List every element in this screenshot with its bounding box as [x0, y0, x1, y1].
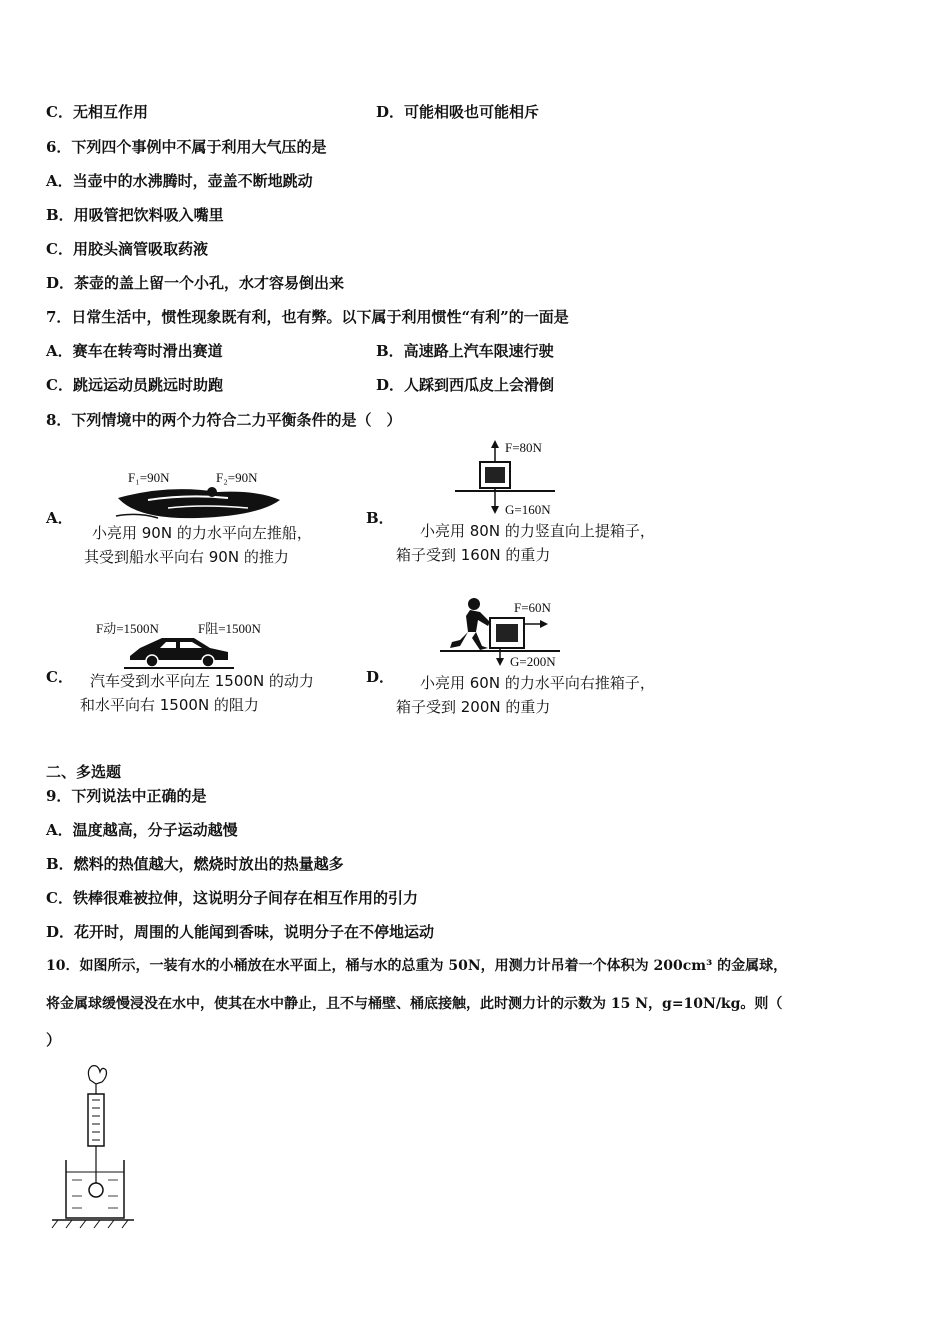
q8-c-f2-label: F阻=1500N — [198, 621, 261, 636]
q8-b-g-label: G=160N — [505, 502, 551, 517]
q7-stem: 7．日常生活中，惯性现象既有利，也有弊。以下属于利用惯性“有利”的一面是 — [46, 308, 569, 326]
q5-option-c: C．无相互作用 — [46, 103, 148, 121]
q8-a-letter: A． — [46, 509, 73, 527]
q8-d-desc-line2: 箱子受到 200N 的重力 — [396, 698, 551, 716]
spring-scale-bucket-diagram — [50, 1064, 140, 1234]
q8-c-desc-line1: 汽车受到水平向左 1500N 的动力 — [90, 672, 314, 690]
q9-option-b: B．燃料的热值越大，燃烧时放出的热量越多 — [46, 855, 344, 873]
q8-a-f2-label: F₂=90N — [216, 470, 258, 485]
q8-a-desc-line2: 其受到船水平向右 90N 的推力 — [84, 548, 289, 566]
q8-b-letter: B． — [366, 509, 394, 527]
car-illustration — [124, 632, 234, 672]
q8-d-letter: D． — [366, 668, 395, 686]
q8-d-g-label: G=200N — [510, 654, 556, 669]
q8-b-desc-line1: 小亮用 80N 的力竖直向上提箱子， — [420, 522, 655, 540]
q9-stem: 9．下列说法中正确的是 — [46, 787, 207, 805]
q9-option-a: A．温度越高，分子运动越慢 — [46, 821, 238, 839]
q6-option-b: B．用吸管把饮料吸入嘴里 — [46, 206, 224, 224]
q9-option-c: C．铁棒很难被拉伸，这说明分子间存在相互作用的引力 — [46, 889, 418, 907]
q8-b-desc-line2: 箱子受到 160N 的重力 — [396, 546, 551, 564]
q5-option-d: D．可能相吸也可能相斥 — [376, 103, 540, 121]
q6-option-c: C．用胶头滴管吸取药液 — [46, 240, 208, 258]
q8-b-f-label: F=80N — [505, 440, 542, 455]
q6-stem: 6．下列四个事例中不属于利用大气压的是 — [46, 138, 327, 156]
q10-stem-line2: 将金属球缓慢浸没在水中，使其在水中静止，且不与桶壁、桶底接触，此时测力计的示数为 15 N，g=10N/kg。则（ — [46, 996, 783, 1012]
q6-option-a: A．当壶中的水沸腾时，壶盖不断地跳动 — [46, 172, 313, 190]
q7-option-d: D．人踩到西瓜皮上会滑倒 — [376, 376, 555, 394]
q8-c-letter: C． — [46, 668, 73, 686]
q8-stem: 8．下列情境中的两个力符合二力平衡条件的是（ ） — [46, 411, 402, 429]
q10-stem-line3: ） — [46, 1031, 62, 1049]
q7-option-c: C．跳远运动员跳远时助跑 — [46, 376, 223, 394]
q6-option-d: D．茶壶的盖上留一个小孔，水才容易倒出来 — [46, 274, 345, 292]
q8-c-desc-line2: 和水平向右 1500N 的阻力 — [80, 696, 259, 714]
q8-c-f1-label: F动=1500N — [96, 621, 159, 636]
q7-option-a: A．赛车在转弯时滑出赛道 — [46, 342, 223, 360]
q10-stem-line1: 10．如图所示，一装有水的小桶放在水平面上，桶与水的总重为 50N，用测力计吊着一个体积为 200cm³ 的金属球， — [46, 958, 788, 974]
q8-a-f1-label: F₁=90N — [128, 470, 170, 485]
q8-d-desc-line1: 小亮用 60N 的力水平向右推箱子， — [420, 674, 655, 692]
q7-option-b: B．高速路上汽车限速行驶 — [376, 342, 554, 360]
q8-a-desc-line1: 小亮用 90N 的力水平向左推船， — [92, 524, 312, 542]
q9-option-d: D．花开时，周围的人能闻到香味，说明分子在不停地运动 — [46, 923, 435, 941]
boat-illustration — [108, 486, 288, 522]
q8-d-f-label: F=60N — [514, 600, 551, 615]
section-title: 二、多选题 — [46, 763, 122, 781]
